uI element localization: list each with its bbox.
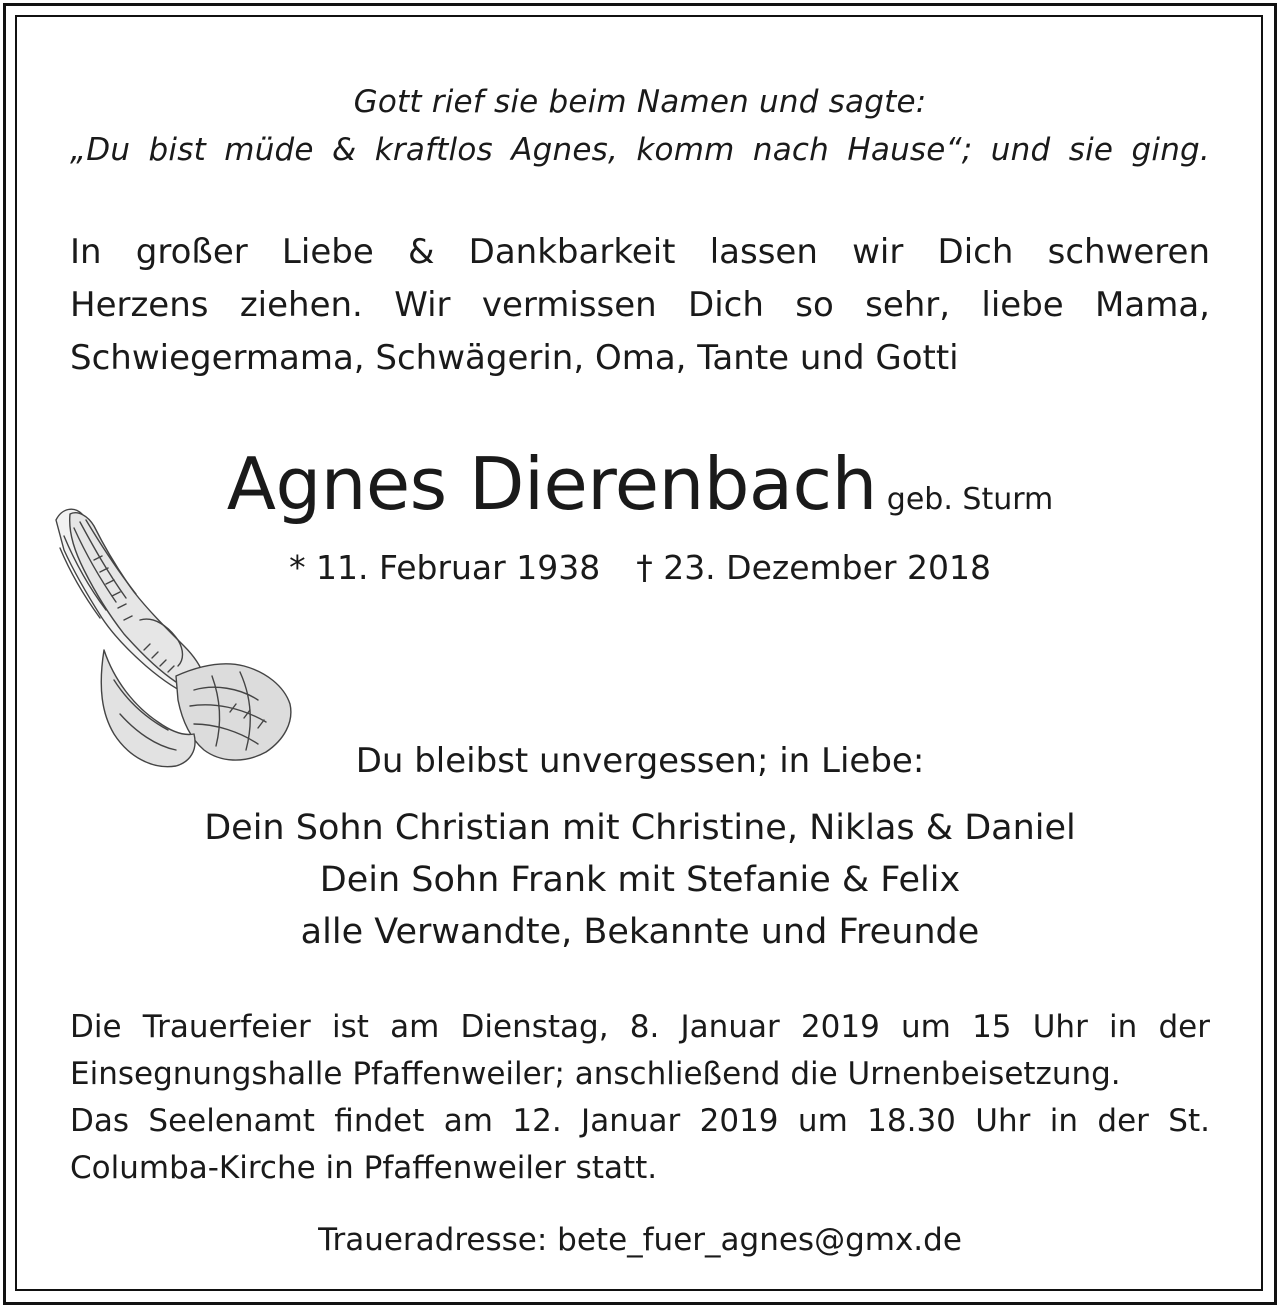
family-line-3: alle Verwandte, Bekannte und Freunde bbox=[300, 912, 980, 952]
family-line-1: Dein Sohn Christian mit Christine, Niklas & Daniel bbox=[204, 808, 1076, 848]
intro-line-3: Schwiegermama, Schwägerin, Oma, Tante und Gotti bbox=[70, 338, 959, 378]
birth-date: * 11. Februar 1938 bbox=[289, 548, 601, 587]
service-info bbox=[70, 1004, 1210, 1192]
family-line-2: Dein Sohn Frank mit Stefanie & Felix bbox=[319, 860, 961, 900]
intro-line-2: Herzens ziehen. Wir vermissen Dich so sehr, liebe Mama, bbox=[70, 285, 1210, 325]
remembrance-line: Du bleibst unvergessen; in Liebe: bbox=[355, 741, 925, 781]
service-line-4: Columba-Kirche in Pfaffenweiler statt. bbox=[70, 1150, 658, 1186]
mourning-address: Traueradresse: bete_fuer_agnes@gmx.de bbox=[318, 1222, 962, 1258]
service-line-3: Das Seelenamt findet am 12. Januar 2019 um 18.30 Uhr in der St. bbox=[70, 1103, 1210, 1139]
service-line-1: Die Trauerfeier ist am Dienstag, 8. Januar 2019 um 15 Uhr in der bbox=[70, 1009, 1210, 1045]
quote-line-1: Gott rief sie beim Namen und sagte: bbox=[353, 84, 927, 120]
intro-text bbox=[70, 226, 1210, 385]
intro-line-1: In großer Liebe & Dankbarkeit lassen wir Dich schweren bbox=[70, 232, 1210, 272]
quote-line-2: „Du bist müde & kraftlos Agnes, komm nach Hause“; und sie ging. bbox=[70, 132, 1210, 168]
maiden-name: geb. Sturm bbox=[886, 482, 1054, 517]
deceased-name: Agnes Dierenbach bbox=[226, 442, 877, 526]
family-list bbox=[70, 802, 1210, 958]
service-line-2: Einsegnungshalle Pfaffenweiler; anschließend die Urnenbeisetzung. bbox=[70, 1056, 1121, 1092]
opening-quote bbox=[70, 78, 1210, 174]
death-date: † 23. Dezember 2018 bbox=[636, 548, 991, 587]
